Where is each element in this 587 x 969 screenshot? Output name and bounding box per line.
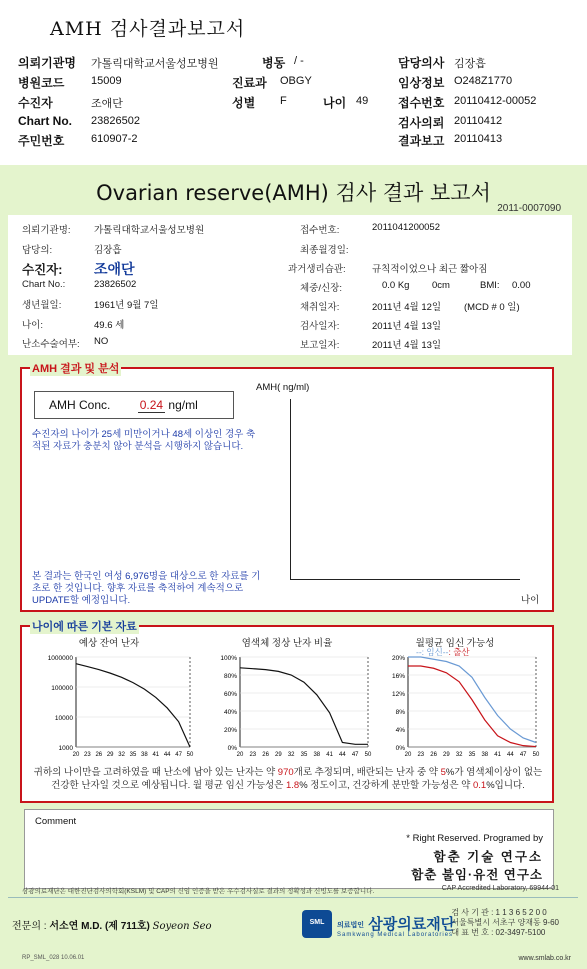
amh-conc-unit: ng/ml: [168, 398, 198, 412]
info-age-label: 나이:: [22, 320, 43, 331]
x-tick-label: 38: [141, 752, 148, 758]
clinical-info-value: O248Z1770: [454, 75, 513, 87]
info-weight: 0.0 Kg: [382, 280, 410, 291]
info-hospital: 가톨릭대학교서울성모병원: [94, 225, 205, 236]
receipt-value: 20110412-00052: [454, 95, 537, 107]
x-tick-label: 47: [351, 752, 359, 758]
hospital-value: 가톨릭대학교서울성모병원: [91, 58, 219, 70]
rights-text: * Right Reserved. Programed by: [406, 833, 543, 844]
info-report: 2011년 4월 13일: [372, 340, 442, 351]
sex-label: 성별: [232, 96, 256, 110]
info-receipt: 2011041200052: [372, 222, 440, 233]
info-mcd: (MCD # 0 일): [464, 302, 520, 313]
summary-text: 개로 추정되며, 배란되는 난자 중 약: [293, 767, 438, 778]
x-tick-label: 32: [455, 752, 463, 758]
x-tick-label: 35: [129, 752, 137, 758]
signer-name: 서소연 M.D. (제 711호): [49, 921, 150, 932]
x-tick-label: 26: [95, 752, 103, 758]
contact-phone: 대 표 번 호 : 02-3497-5100: [451, 928, 546, 937]
chart-no-label: Chart No.: [18, 114, 72, 128]
hospital-code-label: 병원코드: [18, 76, 65, 90]
org-name-en: Samkwang Medical Laboratories: [337, 932, 454, 938]
x-tick-label: 41: [326, 752, 333, 758]
y-tick-label: 16%: [391, 673, 405, 680]
summary-text: %가 염색체이상이 없는 건강한 난자일 것으로 예상됩니다. 월 평균 임신 가능성은: [51, 767, 543, 791]
org-prefix: 의료법인: [337, 922, 365, 930]
department-value: OBGY: [280, 75, 312, 87]
x-tick-label: 20: [72, 752, 80, 758]
info-bmi-label: BMI:: [480, 280, 500, 291]
amh-conc-box: [34, 391, 234, 419]
result-report-value: 20110413: [454, 133, 503, 145]
basic-data-legend: 나이에 따른 기본 자료: [30, 618, 139, 634]
contact-info: [451, 908, 559, 938]
chart-remaining-eggs: [34, 638, 194, 760]
x-tick-label: 41: [152, 752, 160, 758]
y-tick-label: 60%: [223, 691, 237, 698]
series-line: [240, 668, 368, 745]
cap-accreditation: CAP Accredited Laboratory, 69944-01: [441, 885, 559, 892]
result-report-label: 결과보고: [398, 134, 445, 148]
sex-value: F: [280, 95, 287, 107]
info-birth: 1961년 9월 7일: [94, 300, 159, 311]
hospital-label: 의뢰기관명: [18, 56, 76, 70]
info-surgery-label: 난소수술여부:: [22, 339, 80, 350]
summary-birth: 0.1: [472, 780, 487, 791]
info-test-label: 검사일자:: [300, 321, 340, 332]
info-report-label: 보고일자:: [300, 340, 340, 351]
signer: [12, 917, 212, 932]
chart-normal-egg-ratio-title: 염색체 정상 난자 비율: [241, 638, 333, 649]
form-title: Ovarian reserve(AMH) 검사 결과 보고서: [96, 181, 491, 205]
chart-remaining-eggs-title: 예상 잔여 난자: [78, 638, 140, 649]
y-tick-label: 10000: [54, 715, 73, 722]
info-bmi: 0.00: [512, 280, 531, 291]
test-request-label: 검사의뢰: [398, 116, 445, 130]
org-name: [337, 913, 455, 934]
ward-value: / -: [294, 55, 304, 67]
amh-legend: AMH 결과 및 분석: [30, 360, 121, 376]
x-tick-label: 29: [106, 752, 114, 758]
amh-age-note: 수진자의 나이가 25세 미만이거나 48세 이상인 경우 축적된 자료가 충분치 않아 분석을 시행하지 않습니다.: [32, 429, 256, 452]
info-last-menses-label: 최종월경일:: [300, 245, 349, 256]
summary-text: % 정도이고, 건강하게 분만할 가능성은 약: [299, 780, 471, 791]
chart-pregnancy-chance-title: 월평균 임신 가능성: [415, 638, 495, 649]
lab-name-2: 함춘 불임·유전 연구소: [411, 868, 543, 882]
x-tick-label: 23: [249, 752, 257, 758]
lab-name-1: 함춘 기술 연구소: [433, 850, 543, 864]
x-tick-label: 23: [84, 752, 91, 758]
info-weight-label: 체중/신장:: [300, 283, 342, 294]
info-surgery: NO: [94, 336, 109, 347]
x-tick-label: 29: [443, 752, 450, 758]
x-tick-label: 47: [175, 752, 182, 758]
form-doc-id: 2011-0007090: [497, 203, 561, 214]
y-tick-label: 1000: [58, 745, 73, 752]
info-chart: 23826502: [94, 279, 137, 290]
amh-x-axis: [290, 579, 520, 580]
receipt-label: 접수번호: [398, 96, 445, 110]
info-chart-label: Chart No.:: [22, 279, 66, 290]
info-sample-label: 채취일자:: [300, 302, 340, 313]
chart-normal-egg-ratio-plot: [212, 645, 372, 767]
doctor-value: 김장흡: [454, 58, 486, 70]
amh-conc-value: 0.24: [139, 398, 164, 412]
x-tick-label: 26: [430, 752, 437, 758]
comment-label: Comment: [35, 816, 77, 827]
resident-no-value: 610907-2: [91, 133, 138, 145]
y-tick-label: 80%: [223, 673, 237, 680]
x-tick-label: 23: [417, 752, 425, 758]
summary-text: %입니다.: [486, 780, 525, 791]
info-hospital-label: 의뢰기관명:: [22, 225, 71, 236]
info-doctor-label: 담당의:: [22, 245, 53, 256]
clinical-info-label: 임상정보: [398, 76, 445, 90]
y-tick-label: 100000: [51, 685, 73, 692]
website: www.smlab.co.kr: [518, 955, 571, 962]
series-line: [76, 664, 190, 747]
info-doctor: 김장흡: [94, 245, 122, 256]
summary-normal-pct: 5: [440, 767, 446, 778]
x-tick-label: 35: [300, 752, 308, 758]
info-patient-label: 수진자:: [22, 263, 63, 277]
info-age: 49.6 세: [94, 320, 125, 331]
chart-pregnancy-chance-plot: [380, 645, 540, 767]
info-height: 0cm: [432, 280, 450, 291]
summary-text: 귀하의 나이만을 고려하였을 때 난소에 남아 있는 난자는 약: [33, 767, 276, 778]
hospital-code-value: 15009: [91, 75, 122, 87]
y-tick-label: 100%: [220, 655, 237, 662]
x-tick-label: 47: [519, 752, 527, 758]
y-tick-label: 4%: [395, 727, 405, 734]
chart-pregnancy-chance: [380, 638, 540, 760]
x-tick-label: 50: [364, 752, 372, 758]
basic-data-box: [20, 621, 554, 803]
x-tick-label: 41: [494, 752, 501, 758]
amh-x-axis-label: 나이: [521, 595, 540, 606]
y-tick-label: 0%: [395, 745, 405, 752]
summary-pregnancy: 1.8: [286, 780, 300, 791]
amh-y-axis-label: AMH( ng/ml): [256, 382, 310, 393]
amh-y-axis: [290, 399, 291, 579]
x-tick-label: 20: [404, 752, 412, 758]
patient-value: 조애단: [91, 98, 123, 110]
x-tick-label: 26: [262, 752, 269, 758]
footer-divider: [8, 897, 578, 898]
y-tick-label: 12%: [391, 691, 405, 698]
x-tick-label: 32: [118, 752, 125, 758]
x-tick-label: 38: [313, 752, 321, 758]
amh-conc-label: AMH Conc.: [49, 398, 111, 412]
report-form: [0, 165, 587, 969]
amh-result-box: [20, 363, 554, 612]
sml-logo-icon: SML: [302, 910, 332, 938]
y-tick-label: 1000000: [47, 655, 73, 662]
x-tick-label: 35: [468, 752, 476, 758]
x-tick-label: 50: [532, 752, 540, 758]
x-tick-label: 29: [275, 752, 282, 758]
chart-remaining-eggs-plot: [34, 645, 194, 767]
basic-summary: [28, 766, 548, 792]
x-tick-label: 32: [287, 752, 295, 758]
x-tick-label: 50: [186, 752, 194, 758]
info-birth-label: 생년월일:: [22, 300, 62, 311]
signature: Soyeon Seo: [152, 921, 212, 932]
report-title: AMH 검사결과보고서: [50, 18, 246, 40]
doctor-label: 담당의사: [398, 56, 445, 70]
chart-normal-egg-ratio: [212, 638, 372, 760]
x-tick-label: 20: [236, 752, 244, 758]
x-tick-label: 38: [481, 752, 489, 758]
ward-label: 병동: [262, 56, 286, 70]
y-tick-label: 20%: [223, 727, 237, 734]
info-history-label: 과거생리습관:: [288, 264, 346, 275]
patient-label: 수진자: [18, 96, 53, 110]
y-tick-label: 20%: [391, 655, 405, 662]
y-tick-label: 0%: [227, 745, 237, 752]
y-tick-label: 8%: [395, 709, 405, 716]
age-value: 49: [356, 95, 369, 107]
comment-box: [24, 809, 554, 889]
info-receipt-label: 접수번호:: [300, 225, 340, 236]
form-code: RP_SML_028 10.06.01: [22, 955, 85, 961]
contact-address: 서울특별시 서초구 양재동 9-60: [451, 918, 559, 927]
signer-prefix: 전문의 :: [12, 921, 47, 932]
age-label: 나이: [323, 96, 347, 110]
certification-text: 삼광의료재단은 대한진단검사의학회(KSLM) 및 CAP의 신임 인증을 받은 우수검사실로 결과의 정확성과 신빙도를 보증합니다.: [22, 888, 375, 895]
resident-no-label: 주민번호: [18, 134, 65, 148]
patient-info-panel: [8, 215, 572, 355]
x-tick-label: 44: [339, 752, 346, 758]
info-patient: 조애단: [94, 261, 135, 277]
department-label: 진료과: [232, 76, 267, 90]
x-tick-label: 44: [163, 752, 171, 758]
chart-no-value: 23826502: [91, 115, 140, 127]
legend-birth: : 출산: [448, 647, 470, 657]
info-sample: 2011년 4월 12일: [372, 302, 442, 313]
x-tick-label: 44: [507, 752, 514, 758]
test-request-value: 20110412: [454, 115, 503, 127]
info-test: 2011년 4월 13일: [372, 321, 442, 332]
legend-pregnancy: --: 임신--: [416, 647, 449, 657]
info-history: 규칙적이었으나 최근 짧아짐: [372, 264, 488, 275]
contact-lab-no: 검 사 기 관 : 1 1 3 6 5 2 0 0: [451, 908, 547, 917]
amh-data-note: 본 결과는 한국인 여성 6,976명을 대상으로 한 자료를 기초로 한 것입니다. 향후 자료를 축적하여 계속적으로 UPDATE할 예정입니다.: [32, 571, 261, 606]
y-tick-label: 40%: [223, 709, 237, 716]
summary-eggs: 970: [277, 767, 294, 778]
org-title: 삼광의료재단: [368, 916, 456, 933]
